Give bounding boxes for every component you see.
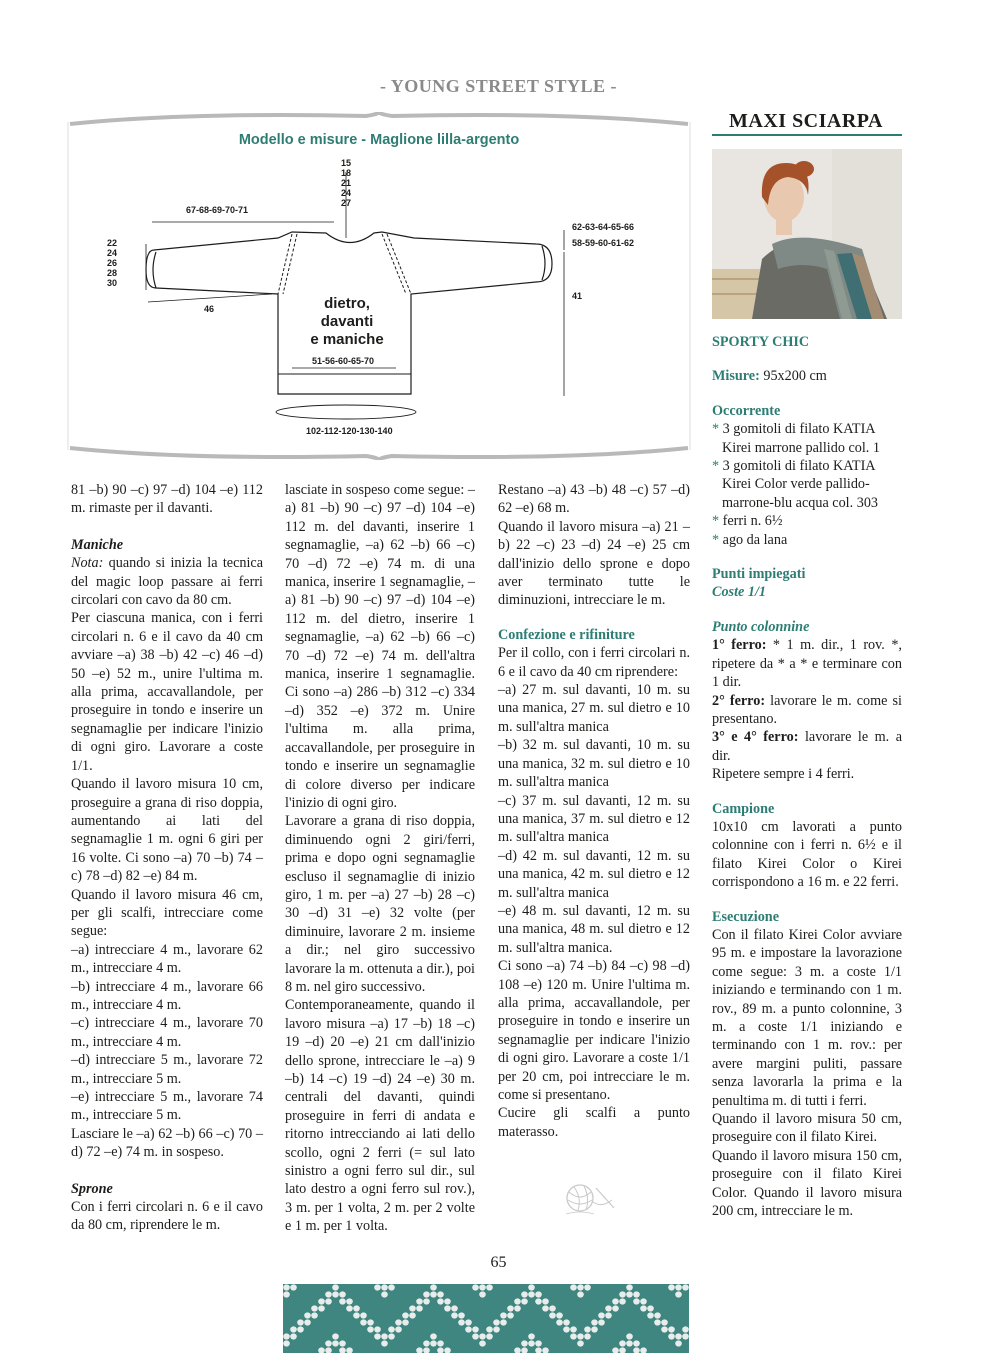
body-paragraph: Cucire gli scalfi a punto materasso. <box>498 1105 690 1140</box>
cuff-measure: 22 <box>106 238 117 248</box>
knit-stitch <box>416 1305 423 1311</box>
knit-stitch <box>584 1284 591 1290</box>
row2-label: 2° ferro: <box>712 692 766 709</box>
frame-top <box>70 112 688 124</box>
knit-stitch <box>682 1333 689 1339</box>
neck-measure: 15 <box>340 158 351 168</box>
knit-stitch <box>451 1305 458 1311</box>
occorrente-item: * 3 gomitoli di filato KATIA Kirei Color verde pallido-marrone-blu acqua col. 303 <box>712 458 879 511</box>
coste-label: Coste 1/1 <box>712 584 766 601</box>
section-heading: Sprone <box>71 1180 113 1197</box>
knit-stitch <box>381 1284 388 1290</box>
knit-stitch <box>577 1284 584 1290</box>
body-paragraph: –c) 37 m. sul davanti, 12 m. su una manica, 37 m. sul dietro e 12 m. sull'altra manica <box>498 792 690 846</box>
row34-label: 3° e 4° ferro: <box>712 729 799 746</box>
knit-stitch <box>304 1319 311 1325</box>
campione-heading: Campione <box>712 800 775 817</box>
knit-pattern-graphic <box>283 1284 689 1353</box>
body-paragraph: Con i ferri circolari n. 6 e il cavo da 80 cm, riprendere le m. <box>71 1199 263 1234</box>
knit-stitch <box>479 1340 486 1346</box>
knit-stitch <box>290 1326 297 1332</box>
right-mid-label: 58-59-60-61-62 <box>572 238 635 248</box>
knit-stitch <box>339 1340 346 1346</box>
knit-stitch <box>486 1284 493 1290</box>
sleeve-width-label: 67-68-69-70-71 <box>186 205 249 215</box>
body-label: dietro, davanti e maniche <box>310 295 384 348</box>
knit-stitch <box>402 1319 409 1325</box>
cuff-measure-stack <box>104 238 120 288</box>
row1-label: 1° ferro: <box>712 637 767 654</box>
knit-stitch <box>563 1326 570 1332</box>
knit-stitch <box>577 1291 584 1297</box>
knit-stitch <box>346 1305 353 1311</box>
knit-stitch <box>584 1326 591 1332</box>
knit-stitch <box>507 1312 514 1318</box>
knit-stitch <box>661 1326 668 1332</box>
knit-stitch <box>367 1326 374 1332</box>
knit-stitch <box>675 1284 682 1290</box>
body-paragraph: –c) intrecciare 4 m., lavorare 70 m., intrecciare 4 m. <box>71 1015 263 1050</box>
knit-stitch <box>479 1333 486 1339</box>
knit-stitch <box>598 1312 605 1318</box>
row2-text: lavorare le m. come si presentano. <box>712 692 902 727</box>
knit-stitch <box>626 1291 633 1297</box>
knit-stitch <box>675 1340 682 1346</box>
misure-label: Misure: <box>712 368 760 385</box>
sidebar-title: MAXI SCIARPA <box>729 110 883 132</box>
body-paragraph: –b) intrecciare 4 m., lavorare 66 m., intrecciare 4 m. <box>71 978 263 1013</box>
note-text: quando si inizia la tecnica del magic loop passare ai ferri circolari con cavo da 80 cm. <box>71 555 263 609</box>
knit-stitch <box>360 1312 367 1318</box>
knit-stitch <box>472 1333 479 1339</box>
occorrente-heading: Occorrente <box>712 402 781 419</box>
section-heading: Maniche <box>71 536 124 553</box>
knit-stitch <box>332 1284 339 1290</box>
knit-stitch <box>542 1298 549 1304</box>
knit-stitch <box>423 1340 430 1346</box>
knit-stitch <box>626 1340 633 1346</box>
body-paragraph: 81 –b) 90 –c) 97 –d) 104 –e) 112 m. rimaste per il davanti. <box>71 482 263 517</box>
body-paragraph: Restano –a) 43 –b) 48 –c) 57 –d) 62 –e) 68 m. <box>498 482 690 517</box>
knit-stitch <box>339 1291 346 1297</box>
knit-stitch <box>619 1291 626 1297</box>
knit-stitch <box>290 1284 297 1290</box>
knit-stitch <box>661 1319 668 1325</box>
knit-stitch <box>493 1326 500 1332</box>
knit-stitch <box>598 1319 605 1325</box>
knit-stitch <box>647 1312 654 1318</box>
knit-stitch <box>633 1298 640 1304</box>
body-paragraph: –a) 27 m. sul davanti, 10 m. su una manica, 27 m. sul dietro e 10 m. sull'altra manica <box>498 682 690 735</box>
knit-stitch <box>682 1326 689 1332</box>
esecuzione-heading: Esecuzione <box>712 908 779 925</box>
yarn-ball-icon <box>560 1178 616 1218</box>
knit-stitch <box>521 1298 528 1304</box>
knit-stitch <box>479 1284 486 1290</box>
body-paragraph: Lasciare le –a) 62 –b) 66 –c) 70 –d) 72 –e) 74 m. in sospeso. <box>71 1125 263 1161</box>
colonnine-heading: Punto colonnine <box>712 618 810 635</box>
knit-stitch <box>619 1340 626 1346</box>
knit-stitch <box>472 1326 479 1332</box>
sidebar-text <box>712 333 902 1220</box>
knit-stitch <box>381 1333 388 1339</box>
knit-stitch <box>360 1319 367 1325</box>
body-paragraph: Ci sono –a) 74 –b) 84 –c) 98 –d) 108 –e) 120 m. Unire l'ultima m. alla prima, accavallandole, per proseguire in tondo e inserire un segnamaglie per indicare l'inizio di ogni giro. Lavorare a coste 1/1 per 20 cm, poi intrecciare le m. come si presentano. <box>498 958 690 1103</box>
knit-stitch <box>367 1319 374 1325</box>
knit-stitch <box>479 1291 486 1297</box>
knit-stitch <box>423 1291 430 1297</box>
knit-stitch <box>444 1298 451 1304</box>
running-header: - YOUNG STREET STYLE - <box>379 76 618 96</box>
right-top-label: 62-63-64-65-66 <box>572 222 635 232</box>
knit-stitch <box>486 1333 493 1339</box>
knit-stitch <box>416 1298 423 1304</box>
row34-text: lavorare le m. a dir. <box>712 729 902 764</box>
knit-stitch <box>451 1312 458 1318</box>
body-paragraph: Quando il lavoro misura 46 cm, per gli scalfi, intrecciare come segue: <box>71 886 263 940</box>
campione-text: 10x10 cm lavorati a punto colonnine con i ferri n. 6½ e il filato Kirei Color o Kirei corrispondono a 16 m. e 22 ferri. <box>712 818 902 891</box>
knit-stitch <box>626 1333 633 1339</box>
knit-stitch <box>374 1284 381 1290</box>
knit-stitch <box>430 1333 437 1339</box>
esecuzione-text: Con il filato Kirei Color avviare 95 m. e impostare la lavorazione come segue: 3 m. a coste 1/1 iniziando e terminando con 1 m. rov., 89 m. a punto colonnine, 3 m. a coste 1/1 iniziando e terminando con 1 m. rov.: per avere margini puliti, passare senza lavorarla la prima e la penultima m. di tutti i ferri. <box>712 926 902 1109</box>
knit-stitch <box>283 1291 290 1297</box>
knit-stitch <box>675 1333 682 1339</box>
knit-stitch <box>465 1319 472 1325</box>
knit-stitch <box>640 1305 647 1311</box>
note-label: Nota: <box>71 555 104 572</box>
knit-stitch <box>542 1305 549 1311</box>
knit-stitch <box>409 1305 416 1311</box>
knit-stitch <box>605 1312 612 1318</box>
hem-width-label: 102-112-120-130-140 <box>306 426 393 436</box>
knit-stitch <box>570 1333 577 1339</box>
knit-stitch <box>290 1333 297 1339</box>
knit-stitch <box>325 1291 332 1297</box>
knit-stitch <box>346 1298 353 1304</box>
knit-stitch <box>570 1284 577 1290</box>
knit-stitch <box>514 1298 521 1304</box>
knit-stitch <box>311 1305 318 1311</box>
knit-stitch <box>353 1305 360 1311</box>
knit-stitch <box>647 1305 654 1311</box>
body-paragraph: –d) intrecciare 5 m., lavorare 72 m., intrecciare 5 m. <box>71 1052 263 1087</box>
body-paragraph: –a) intrecciare 4 m., lavorare 62 m., intrecciare 4 m. <box>71 941 263 977</box>
cuff-measure: 30 <box>106 278 117 288</box>
body-paragraph: Lavorare a grana di riso doppia, diminuendo ogni 2 giri/ferri, prima e dopo ogni segnamaglie escluso il segnamaglie di inizio giro, 1 m. per –a) 27 –b) 28 –c) 30 –d) 31 –e) 32 volte (per diminuire, lavorare 2 m. insieme a dir.; nel giro successivo lavorare la m. ottenuta a dir.), poi 8 m. nel giro successivo. <box>285 813 475 995</box>
knit-stitch <box>409 1312 416 1318</box>
frame-bottom <box>70 448 688 460</box>
knit-stitch <box>304 1312 311 1318</box>
sleeve-length-label: 46 <box>204 304 215 314</box>
schematic-drawing <box>66 112 692 460</box>
knit-stitch <box>549 1312 556 1318</box>
knit-stitch <box>654 1312 661 1318</box>
body-paragraph: Contemporaneamente, quando il lavoro misura –a) 17 –b) 18 –c) 19 –d) 20 –e) 21 cm dall'inizio dello sprone, intrecciare le –a) 9 –b) 14 –c) 19 –d) 24 –e) 30 m. centrali del davanti, quindi proseguire in ferri di andata e ritorno intrecciando ai lati dello scollo, ogni 2 ferri (= sul lato sinistro a ogni ferro sul dir., sul lato destro a ogni ferro sul rov.), 3 m. per 1 volta, 2 m. per 2 volte e 1 m. per 1 volta. <box>285 997 475 1235</box>
knit-stitch <box>437 1298 444 1304</box>
knit-stitch <box>605 1305 612 1311</box>
knit-stitch <box>668 1326 675 1332</box>
neck-measure-stack <box>334 158 358 208</box>
knit-stitch <box>458 1312 465 1318</box>
knit-stitch <box>297 1319 304 1325</box>
knit-stitch <box>437 1340 444 1346</box>
knit-stitch <box>626 1284 633 1290</box>
knit-stitch <box>570 1326 577 1332</box>
knit-stitch <box>402 1312 409 1318</box>
body-width-label: 51-56-60-65-70 <box>312 356 375 366</box>
row1-text: * 1 m. dir., 1 rov. *, ripetere da * a * e terminare con 1 dir. <box>712 637 902 691</box>
knit-stitch <box>297 1326 304 1332</box>
sidebar-subtitle: SPORTY CHIC <box>712 334 810 350</box>
knit-stitch <box>437 1291 444 1297</box>
schematic-panel <box>66 112 692 460</box>
knit-stitch <box>381 1291 388 1297</box>
knit-stitch <box>318 1298 325 1304</box>
knit-stitch <box>395 1319 402 1325</box>
knit-stitch <box>535 1291 542 1297</box>
section-heading: Confezione e rifiniture <box>498 626 635 643</box>
knit-stitch <box>563 1319 570 1325</box>
text-column-2 <box>285 481 475 1236</box>
knit-stitch <box>591 1326 598 1332</box>
knit-stitch <box>521 1340 528 1346</box>
knit-stitch <box>619 1298 626 1304</box>
occorrente-item: * 3 gomitoli di filato KATIA Kirei marrone pallido col. 1 <box>712 421 880 456</box>
body-paragraph: –e) intrecciare 5 m., lavorare 74 m., intrecciare 5 m. <box>71 1089 263 1124</box>
neck-measure: 24 <box>340 188 351 198</box>
knit-stitch <box>640 1298 647 1304</box>
knit-stitch <box>514 1305 521 1311</box>
esecuzione-text: Quando il lavoro misura 150 cm, proseguire con il filato Kirei Color. Quando il lavoro misura 200 cm, intrecciare le m. <box>712 1147 902 1220</box>
text-column-3 <box>498 481 690 1141</box>
product-photo <box>712 149 902 319</box>
knit-stitch <box>381 1340 388 1346</box>
knit-stitch <box>500 1319 507 1325</box>
repeat-note: Ripetere sempre i 4 ferri. <box>712 766 855 783</box>
note-paragraph <box>71 554 263 609</box>
knit-stitch <box>325 1340 332 1346</box>
knit-stitch <box>486 1326 493 1332</box>
knit-stitch <box>528 1291 535 1297</box>
body-paragraph: –e) 48 m. sul davanti, 12 m. su una manica, 48 m. sul dietro e 12 m. sull'altra manica. <box>498 902 690 956</box>
knit-stitch <box>633 1340 640 1346</box>
knit-stitch <box>332 1333 339 1339</box>
knit-stitch <box>591 1319 598 1325</box>
cuff-measure: 28 <box>106 268 117 278</box>
neck-measure: 21 <box>340 178 351 188</box>
knit-stitch <box>528 1340 535 1346</box>
knit-stitch <box>528 1284 535 1290</box>
knit-stitch <box>500 1312 507 1318</box>
knit-stitch <box>395 1326 402 1332</box>
knit-stitch <box>430 1291 437 1297</box>
knit-stitch <box>577 1333 584 1339</box>
page-number: 65 <box>490 1254 507 1271</box>
body-paragraph: lasciate in sospeso come segue: –a) 81 –b) 90 –c) 97 –d) 104 –e) 112 m. del davanti, inserire 1 segnamaglie, –a) 62 –b) 66 –c) 70 –d) 72 –e) 74 m. di una manica, inserire 1 segnamaglie, –a) 81 –b) 90 –c) 97 –d) 104 –e) 112 m. del dietro, inserire 1 segnamaglie, –a) 62 –b) 66 –c) 70 –d) 72 –e) 74 m. dell'altra manica, inserire 1 segnamaglie. Ci sono –a) 286 –b) 312 –c) 334 –d) 352 –e) 372 m. Unire l'ultima m. alla prima, accavallandole, per proseguire in tondo e inserire un segnamaglie di colore diverso per indicare l'inizio di ogni giro. <box>285 482 475 811</box>
cuff-measure: 24 <box>106 248 117 258</box>
knit-stitch <box>332 1340 339 1346</box>
cuff-measure: 26 <box>106 258 117 268</box>
knit-stitch <box>493 1319 500 1325</box>
knit-stitch <box>423 1298 430 1304</box>
knit-stitch <box>374 1326 381 1332</box>
knit-stitch <box>472 1284 479 1290</box>
knit-stitch <box>612 1298 619 1304</box>
knit-stitch <box>325 1298 332 1304</box>
occorrente-item: * ago da lana <box>712 531 788 548</box>
knit-stitch <box>668 1284 675 1290</box>
knit-stitch <box>668 1333 675 1339</box>
body-paragraph: –b) 32 m. sul davanti, 10 m. su una manica, 32 m. sul dietro e 10 m. sull'altra manica <box>498 737 690 791</box>
knit-stitch <box>444 1305 451 1311</box>
knit-stitch <box>283 1340 290 1346</box>
knit-stitch <box>528 1333 535 1339</box>
body-paragraph: Quando il lavoro misura –a) 21 –b) 22 –c) 23 –d) 24 –e) 25 cm dall'inizio dello sprone e dopo aver terminato tutte le diminuzioni, intrecciare le m. <box>498 518 690 609</box>
esecuzione-text: Quando il lavoro misura 50 cm, proseguire con il filato Kirei. <box>712 1111 902 1146</box>
knit-stitch <box>311 1312 318 1318</box>
knit-stitch <box>388 1284 395 1290</box>
neck-measure: 27 <box>340 198 351 208</box>
sidebar-rule <box>712 134 902 136</box>
knit-stitch <box>458 1319 465 1325</box>
knit-stitch <box>430 1340 437 1346</box>
knit-stitch <box>535 1298 542 1304</box>
knit-stitch <box>654 1319 661 1325</box>
knit-stitch <box>318 1305 325 1311</box>
knit-stitch <box>633 1291 640 1297</box>
knit-stitch <box>332 1291 339 1297</box>
knit-stitch <box>556 1319 563 1325</box>
knit-stitch <box>507 1305 514 1311</box>
knit-stitch <box>388 1333 395 1339</box>
occorrente-item: * ferri n. 6½ <box>712 513 783 530</box>
body-length-label: 41 <box>572 291 583 301</box>
body-paragraph: Per il collo, con i ferri circolari n. 6 e il cavo da 40 cm riprendere: <box>498 645 690 680</box>
misure-value: 95x200 cm <box>759 368 827 385</box>
knit-stitch <box>339 1298 346 1304</box>
knit-stitch <box>556 1312 563 1318</box>
knit-stitch <box>584 1333 591 1339</box>
knit-stitch <box>549 1305 556 1311</box>
diagram-title: Modello e misure - Maglione lilla-argento <box>238 132 520 148</box>
knit-stitch <box>535 1340 542 1346</box>
body-paragraph: Quando il lavoro misura 10 cm, proseguire a grana di riso doppia, aumentando ai lati del segnamaglie 1 m. ogni 6 giri per 16 volte. Ci sono –a) 70 –b) 74 –c) 78 –d) 82 –e) 84 m. <box>71 776 263 885</box>
knit-stitch <box>675 1291 682 1297</box>
knit-stitch <box>577 1340 584 1346</box>
knit-stitch <box>521 1291 528 1297</box>
knit-stitch <box>682 1284 689 1290</box>
knit-stitch <box>430 1284 437 1290</box>
knit-stitch <box>612 1305 619 1311</box>
knit-stitch <box>283 1284 290 1290</box>
knit-stitch <box>388 1326 395 1332</box>
knit-stitch <box>353 1312 360 1318</box>
neck-measure: 18 <box>340 168 351 178</box>
body-paragraph: Per ciascuna manica, con i ferri circolari n. 6 e il cavo da 40 cm avviare –a) 38 –b) 42 –c) 46 –d) 50 –e) 52 m., unire l'ultima m. alla prima, accavallandole, per proseguire in tondo e inserire un segnamaglie per indicare l'inizio di ogni giro. Lavorare a coste 1/1. <box>71 610 263 774</box>
knit-stitch <box>374 1333 381 1339</box>
knit-stitch <box>465 1326 472 1332</box>
punti-heading: Punti impiegati <box>712 566 806 583</box>
body-paragraph: –d) 42 m. sul davanti, 12 m. su una manica, 42 m. sul dietro e 12 m. sull'altra manica <box>498 847 690 901</box>
knit-stitch <box>283 1333 290 1339</box>
text-column-1 <box>71 481 263 1235</box>
knit-pattern-band <box>283 1284 689 1353</box>
